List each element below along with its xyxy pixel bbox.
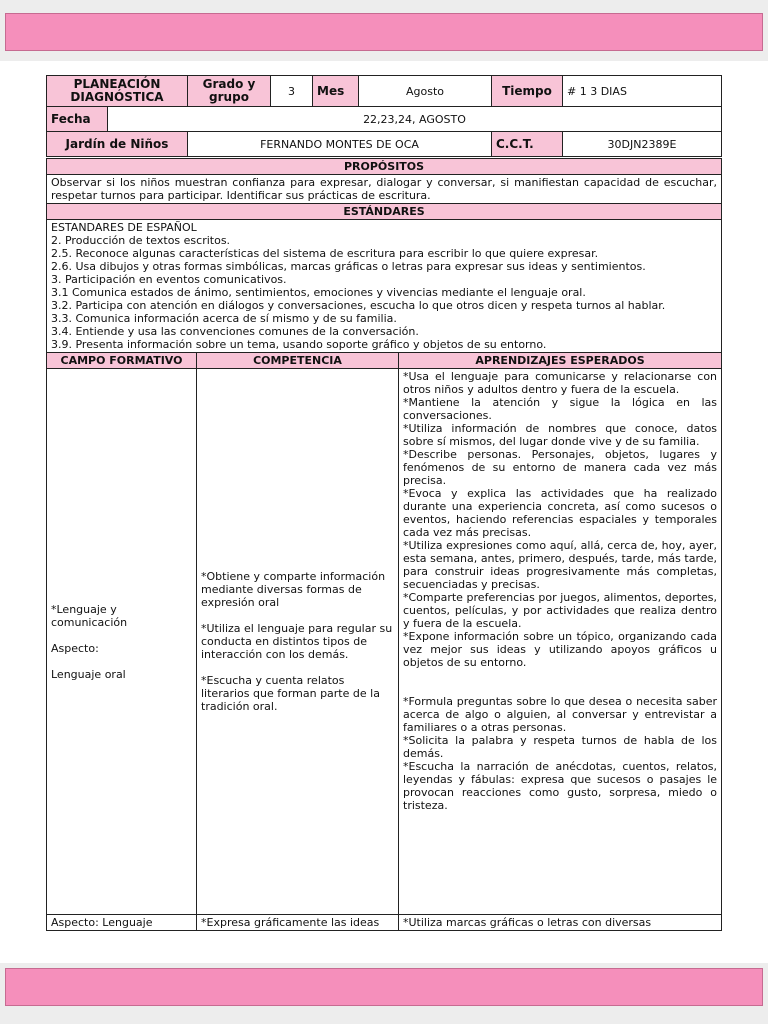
competencia-cell-2: *Expresa gráficamente las ideas [197,915,399,931]
estandares-list [47,220,722,353]
header-table [46,75,722,157]
cct-value: 30DJN2389E [563,132,722,157]
body-table [46,158,722,931]
mes-label: Mes [313,76,359,107]
campo-area: *Lenguaje y comunicación [51,602,128,629]
campo-aspecto-value: Lenguaje oral [51,667,126,681]
planeacion-label: PLANEACIÓN DIAGNÓSTICA [47,76,188,107]
bottom-banner [5,968,763,1006]
estandar-line: 2.5. Reconoce algunas características del sistema de escritura para escribir lo que quiere expresar. [51,247,599,260]
campo-cell [47,369,197,915]
grado-value: 3 [271,76,313,107]
aprendizaje-cell-2: *Utiliza marcas gráficas o letras con diversas [399,915,722,931]
estandar-line: 3.2. Participa con atención en diálogos y conversaciones, escucha lo que otros dicen y respeta turnos al hablar. [51,299,666,312]
aprendizaje-item: *Comparte preferencias por juegos, alimentos, deportes, cuentos, películas, y por actividades que realiza dentro y fuera de la escuela. [403,591,718,630]
estandar-line: ESTANDARES DE ESPAÑOL [51,221,197,234]
aprendizaje-item: *Formula preguntas sobre lo que desea o necesita saber acerca de algo o alguien, al conversar y entrevistar a familiares o a otras personas. [403,695,718,734]
aprendizajes-cell [399,369,722,915]
top-banner [5,13,763,51]
campo-column-header: CAMPO FORMATIVO [47,353,197,369]
aprendizaje-item: *Expone información sobre un tópico, organizando cada vez mejor sus ideas y utilizando apoyos gráficos u objetos de su entorno. [403,630,718,669]
aprendizajes-column-header: APRENDIZAJES ESPERADOS [399,353,722,369]
aprendizaje-item: *Describe personas. Personajes, objetos, lugares y fenómenos de su entorno de manera cada vez más precisa. [403,448,718,487]
estandar-line: 3.9. Presenta información sobre un tema, usando soporte gráfico y objetos de su entorno. [51,338,547,351]
competencia-item: *Obtiene y comparte información mediante diversas formas de expresión oral [201,570,386,609]
tiempo-value: # 1 3 DIAS [563,76,722,107]
grado-label: Grado y grupo [188,76,271,107]
fecha-value: 22,23,24, AGOSTO [108,107,722,132]
competencia-cell [197,369,399,915]
estandar-line: 3. Participación en eventos comunicativos. [51,273,287,286]
aprendizaje-item: *Utiliza expresiones como aquí, allá, cerca de, hoy, ayer, esta semana, antes, primero, después, tarde, más tarde, para construir ideas progresivamente más completas, secuenciadas y precisas. [403,539,718,591]
competencia-item: *Escucha y cuenta relatos literarios que forman parte de la tradición oral. [201,674,380,713]
estandar-line: 2.6. Usa dibujos y otras formas simbólicas, marcas gráficas o letras para expresar sus ideas y sentimientos. [51,260,646,273]
tiempo-label: Tiempo [492,76,563,107]
estandar-line: 2. Producción de textos escritos. [51,234,231,247]
jardin-value: FERNANDO MONTES DE OCA [188,132,492,157]
aprendizaje-item: *Utiliza información de nombres que conoce, datos sobre sí mismos, del lugar donde vive y de su familia. [403,422,718,448]
mes-value: Agosto [359,76,492,107]
estandar-line: 3.4. Entiende y usa las convenciones comunes de la conversación. [51,325,419,338]
aprendizaje-item: *Mantiene la atención y sigue la lógica en las conversaciones. [403,396,718,422]
competencia-column-header: COMPETENCIA [197,353,399,369]
aprendizaje-item: *Evoca y explica las actividades que ha realizado durante una experiencia concreta, así como sucesos o eventos, haciendo referencias espaciales y temporales cada vez más precisas. [403,487,718,539]
aprendizaje-item: *Solicita la palabra y respeta turnos de habla de los demás. [403,734,718,760]
estandar-line: 3.3. Comunica información acerca de sí mismo y de su familia. [51,312,397,325]
estandar-line: 3.1 Comunica estados de ánimo, sentimientos, emociones y vivencias mediante el lenguaje oral. [51,286,586,299]
jardin-label: Jardín de Niños [47,132,188,157]
estandares-title: ESTÁNDARES [47,204,722,220]
propositos-text: Observar si los niños muestran confianza para expresar, dialogar y conversar, si manifiestan capacidad de escuchar, respetar turnos para participar. Identificar sus prácticas de escritura. [47,175,722,204]
document-page [0,61,768,963]
cct-label: C.C.T. [492,132,563,157]
competencia-item: *Utiliza el lenguaje para regular su conducta en distintos tipos de interacción con los demás. [201,622,393,661]
aprendizaje-item: *Escucha la narración de anécdotas, cuentos, relatos, leyendas y fábulas: expresa que sucesos o pasajes le provocan reacciones como gusto, sorpresa, miedo o tristeza. [403,760,718,812]
fecha-label: Fecha [47,107,108,132]
campo-cell-2: Aspecto: Lenguaje [47,915,197,931]
campo-aspecto-label: Aspecto: [51,641,99,655]
aprendizaje-item: *Usa el lenguaje para comunicarse y relacionarse con otros niños y adultos dentro y fuera de la escuela. [403,370,718,396]
propositos-title: PROPÓSITOS [47,159,722,175]
